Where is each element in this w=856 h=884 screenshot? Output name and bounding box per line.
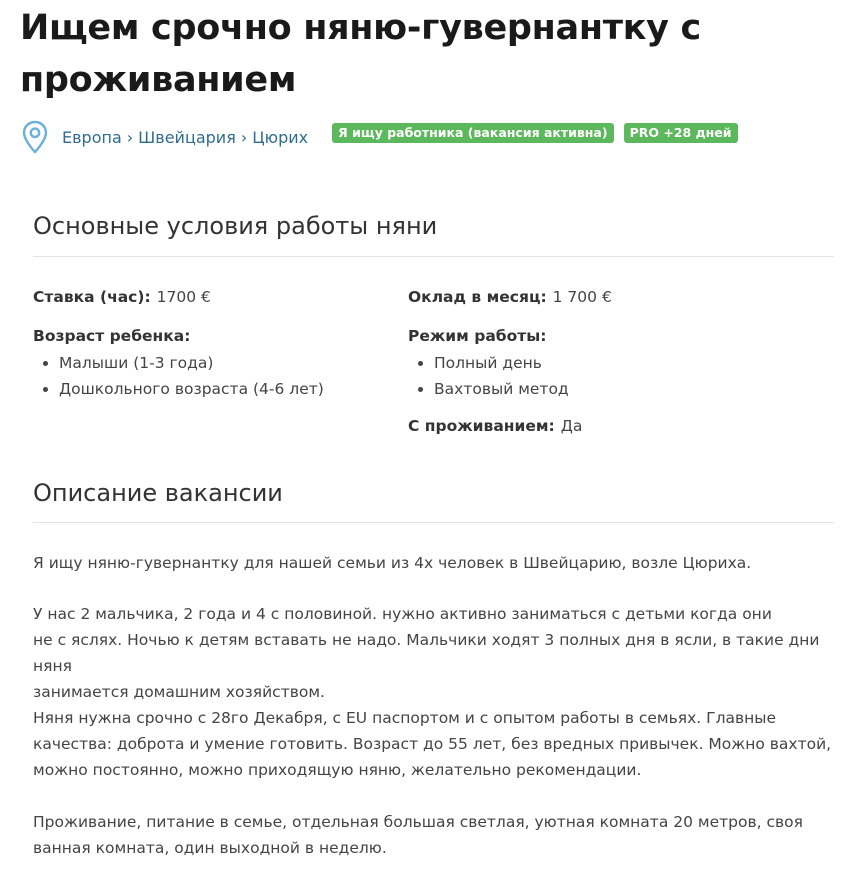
rate-label: Ставка (час):	[33, 288, 151, 306]
live-in-label: С проживанием:	[408, 417, 555, 435]
map-pin-icon	[22, 120, 48, 154]
salary-field	[408, 285, 612, 309]
child-age-field	[33, 324, 324, 402]
description-paragraph-1: Я ищу няню-гувернантку для нашей семьи из 4х человек в Швейцарию, возле Цюриха.	[33, 554, 752, 572]
title-line-1: Ищем срочно няню-гувернантку с	[20, 8, 702, 48]
breadcrumb-switzerland[interactable]: Швейцария	[138, 127, 236, 147]
location-row	[22, 120, 738, 154]
child-age-label: Возраст ребенка:	[33, 327, 191, 345]
paragraph-line: не с яслях. Ночью к детям вставать не надо. Мальчики ходят 3 полных дня в ясли, в такие дни няня	[33, 631, 820, 675]
salary-label: Оклад в месяц:	[408, 288, 547, 306]
paragraph-line: Проживание, питание в семье, отдельная большая светлая, уютная комната 20 метров, своя	[33, 813, 803, 831]
live-in-field	[408, 414, 582, 438]
conditions-heading: Основные условия работы няни	[33, 212, 438, 240]
rate-value: 1700 €	[156, 288, 211, 306]
description-heading: Описание вакансии	[33, 479, 283, 507]
status-badge: Я ищу работника (вакансия активна)	[332, 123, 613, 143]
breadcrumb-separator: ›	[240, 127, 248, 147]
paragraph-line: Няня нужна срочно с 28го Декабря, с EU паспортом и с опытом работы в семьях. Главные	[33, 709, 777, 727]
paragraph-line: ванная комната, один выходной в неделю.	[33, 839, 387, 857]
list-item: • Малыши (1-3 года)	[59, 350, 324, 376]
description-paragraph-4	[33, 809, 845, 861]
description-paragraph-3	[33, 705, 845, 783]
breadcrumb-separator: ›	[126, 127, 134, 147]
conditions-divider	[33, 256, 834, 257]
breadcrumb	[62, 128, 308, 147]
description-paragraph-2	[33, 601, 845, 705]
work-mode-label: Режим работы:	[408, 327, 547, 345]
live-in-value: Да	[560, 417, 583, 435]
list-item: • Вахтовый метод	[434, 376, 569, 402]
paragraph-line: качества: доброта и умение готовить. Возраст до 55 лет, без вредных привычек. Можно вахтой,	[33, 735, 832, 753]
page-title	[20, 2, 840, 106]
list-item: • Полный день	[434, 350, 569, 376]
breadcrumb-zurich[interactable]: Цюрих	[252, 127, 309, 147]
paragraph-line: занимается домашним хозяйством.	[33, 683, 325, 701]
work-mode-list	[408, 350, 569, 402]
salary-value: 1 700 €	[552, 288, 612, 306]
rate-field	[33, 285, 211, 309]
description-divider	[33, 522, 834, 523]
title-line-2: проживанием	[20, 60, 297, 100]
pro-badge: PRO +28 дней	[624, 123, 738, 143]
breadcrumb-europe[interactable]: Европа	[62, 127, 122, 147]
list-item: • Дошкольного возраста (4-6 лет)	[59, 376, 324, 402]
child-age-list	[33, 350, 324, 402]
paragraph-line: У нас 2 мальчика, 2 года и 4 с половиной. нужно активно заниматься с детьми когда они	[33, 605, 772, 623]
work-mode-field	[408, 324, 569, 402]
paragraph-line: можно постоянно, можно приходящую няню, желательно рекомендации.	[33, 761, 642, 779]
